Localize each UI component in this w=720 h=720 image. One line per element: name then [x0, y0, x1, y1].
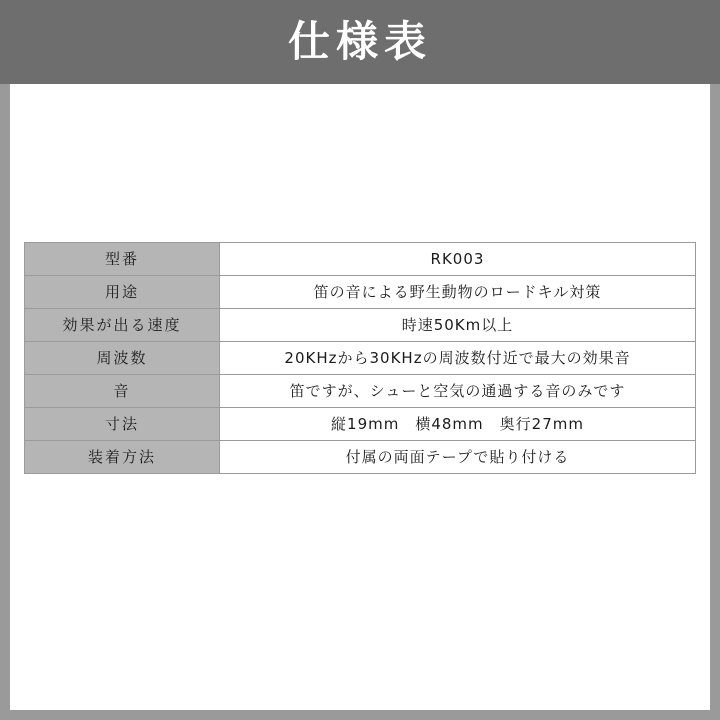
- table-row: [25, 375, 696, 408]
- table-row: [25, 276, 696, 309]
- spec-value: 笛ですが、シューと空気の通過する音のみです: [220, 375, 696, 408]
- spec-table-body: [25, 243, 696, 474]
- frame-right-band: [710, 0, 720, 720]
- spec-label: 音: [25, 375, 220, 408]
- table-row: [25, 309, 696, 342]
- spec-value: RK003: [220, 243, 696, 276]
- spec-value: 付属の両面テープで貼り付ける: [220, 441, 696, 474]
- spec-value: 縦19mm 横48mm 奥行27mm: [220, 408, 696, 441]
- page-header: [0, 0, 720, 84]
- spec-label: 装着方法: [25, 441, 220, 474]
- frame-left-band: [0, 0, 10, 720]
- spec-label: 周波数: [25, 342, 220, 375]
- table-row: [25, 408, 696, 441]
- spec-value: 20KHzから30KHzの周波数付近で最大の効果音: [220, 342, 696, 375]
- spec-label: 寸法: [25, 408, 220, 441]
- page-title: 仕様表: [287, 17, 432, 66]
- table-row: [25, 243, 696, 276]
- spec-value: 笛の音による野生動物のロードキル対策: [220, 276, 696, 309]
- page-content: [10, 84, 710, 710]
- spec-table: [24, 242, 696, 474]
- table-row: [25, 342, 696, 375]
- spec-label: 型番: [25, 243, 220, 276]
- table-row: [25, 441, 696, 474]
- spec-label: 効果が出る速度: [25, 309, 220, 342]
- frame-bottom-band: [0, 710, 720, 720]
- spec-label: 用途: [25, 276, 220, 309]
- spec-value: 時速50Km以上: [220, 309, 696, 342]
- spec-table-container: [24, 242, 696, 474]
